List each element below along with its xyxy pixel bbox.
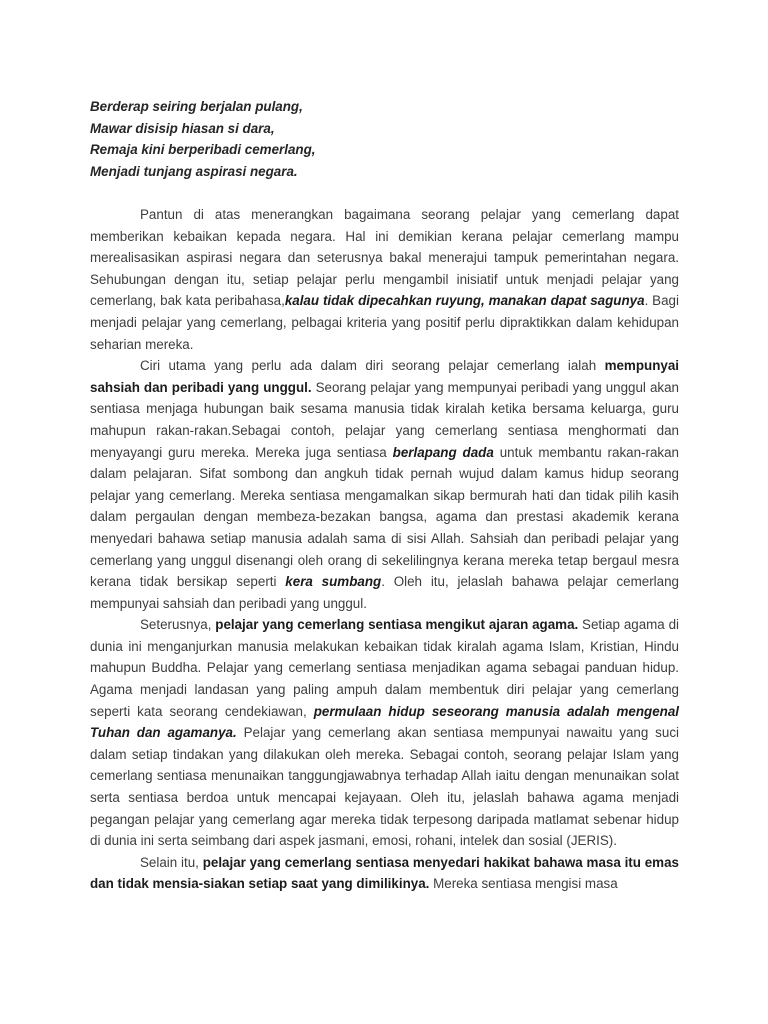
paragraph-agama bbox=[90, 614, 679, 852]
pantun-stanza bbox=[90, 96, 690, 182]
agama-text-3: Pelajar yang cemerlang akan sentiasa mempunyai nawaitu yang suci dalam setiap tindakan yang dilakukan oleh mereka. Sebagai contoh, seorang pelajar Islam yang cemerlang sentiasa menunaikan tanggungjawabnya terhadap Allah iaitu dengan menunaikan solat serta sentiasa berdoa untuk mencapai kejayaan. Oleh itu, jelaslah bahawa agama menjadi pegangan pelajar yang cemerlang agar mereka tidak terpesong daripada matlamat sebenar hidup di dunia ini serta seimbang dari aspek jasmani, emosi, rohani, intelek dan sosial (JERIS). bbox=[90, 725, 679, 849]
pantun-line-3: Remaja kini berperibadi cemerlang, bbox=[90, 142, 316, 157]
sahsiah-text-4: . Oleh itu, jelaslah bahawa pelajar cemerlang mempunyai sahsiah dan peribadi yang unggul. bbox=[90, 574, 679, 611]
pantun-line-4: Menjadi tunjang aspirasi negara. bbox=[90, 163, 298, 179]
masa-text-2: Mereka sentiasa mengisi masa bbox=[429, 876, 618, 892]
pantun-line-2: Mawar disisip hiasan si dara, bbox=[90, 120, 275, 136]
idiom-berlapang-dada: berlapang dada bbox=[392, 444, 494, 460]
sahsiah-main-point: mempunyai sahsiah dan peribadi yang unggul. bbox=[90, 358, 679, 395]
intro-text: Pantun di atas menerangkan bagaimana seorang pelajar yang cemerlang dapat memberikan kebaikan kepada negara. Hal ini demikian kerana pelajar cemerlang mampu merealisasikan aspirasi negara dan seterusnya bakal menerajui tampuk pemerintahan negara. Sehubungan dengan itu, setiap pelajar perlu mengambil inisiatif untuk menjadi pelajar yang cemerlang, bak kata peribahasa, bbox=[90, 207, 679, 309]
masa-text-1: Selain itu, bbox=[140, 854, 203, 870]
masa-main-point: pelajar yang cemerlang sentiasa menyedari hakikat bahawa masa itu emas dan tidak mensia-siakan setiap saat yang dimilikinya. bbox=[90, 854, 679, 892]
agama-text-1: Seterusnya, bbox=[140, 617, 216, 633]
paragraph-masa bbox=[90, 852, 679, 895]
sahsiah-text-3: untuk membantu rakan-rakan dalam pelajaran. Sifat sombong dan angkuh tidak pernah wujud dalam kamus hidup seorang pelajar yang cemerlang. Mereka sentiasa mengamalkan sikap bermurah hati dan tidak pilih kasih dalam pergaulan dengan membeza-bezakan bangsa, agama dan prestasi akademik kerana menyedari bahawa setiap manusia adalah sama di sisi Allah. Sahsiah dan peribadi pelajar yang cemerlang yang unggul disenangi oleh orang di sekelilingnya kerana mereka tetap bergaul mesra kerana tidak bersikap seperti bbox=[90, 444, 680, 590]
sahsiah-text-1: Ciri utama yang perlu ada dalam diri seorang pelajar cemerlang ialah bbox=[140, 358, 605, 374]
paragraph-introduction bbox=[90, 204, 679, 355]
agama-main-point: pelajar yang cemerlang sentiasa mengikut ajaran agama. bbox=[215, 617, 579, 633]
paragraph-sahsiah bbox=[90, 355, 679, 614]
sahsiah-text-2: Seorang pelajar yang mempunyai peribadi yang unggul akan sentiasa menjaga hubungan baik sesama manusia tidak kiralah ketika bersama keluarga, guru mahupun rakan-rakan.Sebagai contoh, pelajar yang cemerlang sentiasa menghormati dan menyayangi guru mereka. Mereka juga sentiasa bbox=[90, 379, 679, 460]
idiom-kera-sumbang: kera sumbang bbox=[285, 574, 382, 590]
intro-text-end: . Bagi menjadi pelajar yang cemerlang, pelbagai kriteria yang positif perlu dipraktikkan dalam kehidupan seharian mereka. bbox=[90, 293, 679, 352]
pantun-line-1: Berderap seiring berjalan pulang, bbox=[90, 99, 303, 114]
essay-body bbox=[90, 204, 679, 895]
peribahasa-ruyung: kalau tidak dipecahkan ruyung, manakan dapat sagunya bbox=[284, 293, 645, 309]
cendekiawan-quote: permulaan hidup seseorang manusia adalah mengenal Tuhan dan agamanya. bbox=[90, 703, 679, 741]
agama-text-2: Setiap agama di dunia ini menganjurkan manusia melakukan kebaikan tidak kiralah agama Islam, Kristian, Hindu mahupun Buddha. Pelajar yang cemerlang sentiasa menjadikan agama sebagai panduan hidup. Agama menjadi landasan yang paling ampuh dalam membentuk diri pelajar yang cemerlang seperti kata seorang cendekiawan, bbox=[90, 617, 679, 719]
